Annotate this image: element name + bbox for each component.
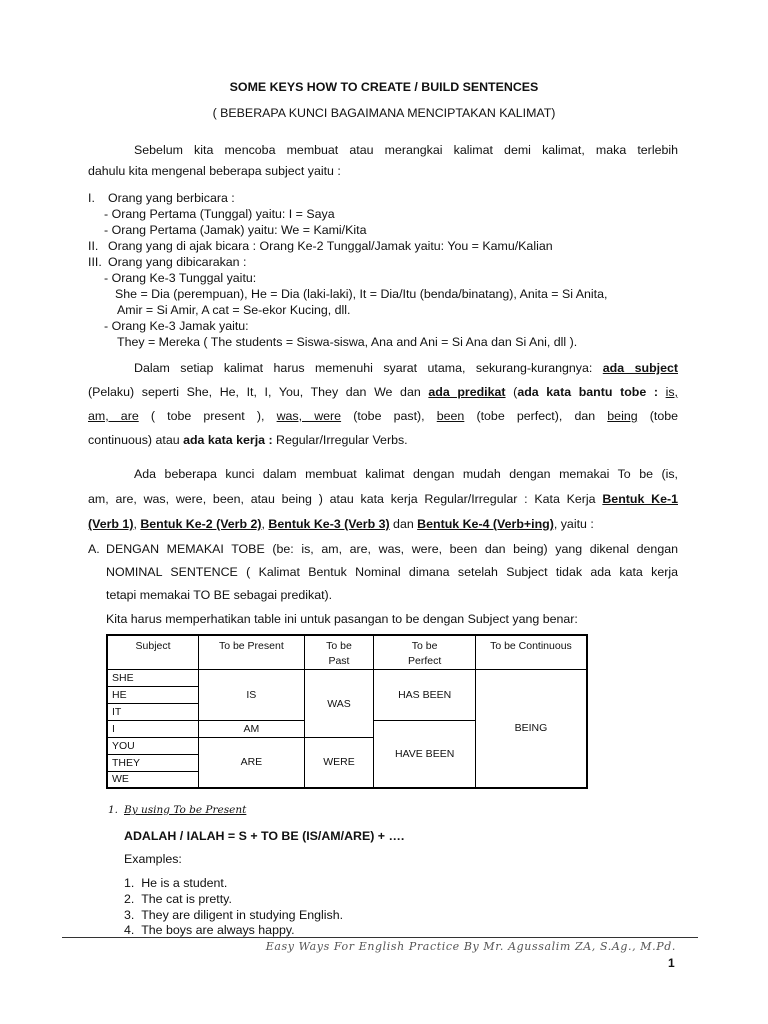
list-item-i: Orang yang berbicara :: [108, 191, 235, 205]
subject-cell: WE: [107, 772, 199, 788]
subject-cell: HE: [107, 687, 199, 704]
para2-line-2: (Pelaku) seperti She, He, It, I, You, They dan We dan ada predikat (ada kata bantu tobe : is,: [88, 385, 679, 399]
header-past: To be Past: [304, 635, 374, 670]
header-present: To be Present: [199, 635, 305, 670]
example-item: 1. He is a student.: [124, 876, 228, 890]
tobe-being: BEING: [475, 670, 587, 788]
tobe-table: [106, 634, 588, 789]
list-item-iii: Orang yang dibicarakan :: [108, 255, 247, 269]
tobe-am: AM: [199, 721, 305, 738]
highlight-subject: ada subject: [602, 361, 678, 375]
footer-divider: [62, 937, 698, 938]
point-1-label: 1.: [108, 804, 119, 816]
example-item: 4. The boys are always happy.: [124, 923, 295, 937]
header-continuous: To be Continuous: [475, 635, 587, 670]
list-subitem: - Orang Ke-3 Tunggal yaitu:: [104, 271, 257, 285]
page-number: 1: [668, 956, 675, 970]
section-a-line-1: DENGAN MEMAKAI TOBE (be: is, am, are, was, were, been dan being) yang dikenal dengan: [106, 542, 678, 556]
point-1-formula: ADALAH / IALAH = S + TO BE (IS/AM/ARE) + ….: [124, 829, 405, 843]
intro-line-2: dahulu kita mengenal beberapa subject yaitu :: [88, 164, 341, 178]
list-subitem: - Orang Pertama (Tunggal) yaitu: I = Saya: [104, 207, 335, 221]
point-1-title: By using To be Present: [124, 804, 247, 816]
section-a-label: A.: [88, 542, 100, 556]
subject-cell: SHE: [107, 670, 199, 687]
para3-line-3: (Verb 1), Bentuk Ke-2 (Verb 2), Bentuk Ke-3 (Verb 3) dan Bentuk Ke-4 (Verb+ing), yaitu :: [88, 517, 594, 531]
tobe-was: WAS: [304, 670, 374, 738]
subject-cell: THEY: [107, 755, 199, 772]
list-label-iii: III.: [88, 255, 102, 269]
list-subitem: - Orang Ke-3 Jamak yaitu:: [104, 319, 249, 333]
list-label-ii: II.: [88, 239, 99, 253]
page-subtitle: ( BEBERAPA KUNCI BAGAIMANA MENCIPTAKAN KALIMAT): [212, 106, 556, 120]
section-a-line-3: tetapi memakai TO BE sebagai predikat).: [106, 588, 333, 602]
section-a-line-4: Kita harus memperhatikan table ini untuk pasangan to be dengan Subject yang benar:: [106, 612, 578, 626]
para2-line-3: am, are ( tobe present ), was, were (tobe past), been (tobe perfect), dan being (tobe: [88, 409, 678, 423]
list-detail: Amir = Si Amir, A cat = Se-ekor Kucing, dll.: [117, 303, 351, 317]
para3-line-1: Ada beberapa kunci dalam membuat kalimat dengan mudah dengan memakai To be (is,: [134, 467, 678, 481]
tobe-were: WERE: [304, 738, 374, 788]
footer-text: Easy Ways For English Practice By Mr. Agussalim ZA, S.Ag., M.Pd.: [265, 940, 676, 953]
list-subitem: - Orang Pertama (Jamak) yaitu: We = Kami/Kita: [104, 223, 367, 237]
highlight-predicate: ada predikat: [428, 385, 506, 399]
subject-cell: YOU: [107, 738, 199, 755]
header-subject: Subject: [107, 635, 199, 670]
tobe-are: ARE: [199, 738, 305, 788]
examples-label: Examples:: [124, 852, 182, 866]
para2-line-1: Dalam setiap kalimat harus memenuhi syarat utama, sekurang-kurangnya: ada subject: [134, 361, 678, 375]
section-a-line-2: NOMINAL SENTENCE ( Kalimat Bentuk Nominal dimana setelah Subject tidak ada kata kerja: [106, 565, 678, 579]
intro-line-1: Sebelum kita mencoba membuat atau merangkai kalimat demi kalimat, maka terlebih: [134, 143, 678, 157]
tobe-has-been: HAS BEEN: [374, 670, 476, 721]
example-item: 2. The cat is pretty.: [124, 892, 232, 906]
example-item: 3. They are diligent in studying English.: [124, 908, 344, 922]
page-title: SOME KEYS HOW TO CREATE / BUILD SENTENCES: [229, 80, 539, 94]
list-label-i: I.: [88, 191, 95, 205]
subject-cell: IT: [107, 704, 199, 721]
header-perfect: To be Perfect: [374, 635, 476, 670]
tobe-have-been: HAVE BEEN: [374, 721, 476, 788]
list-detail: She = Dia (perempuan), He = Dia (laki-laki), It = Dia/Itu (benda/binatang), Anita = Si Anita,: [115, 287, 608, 301]
list-detail: They = Mereka ( The students = Siswa-siswa, Ana and Ani = Si Ana dan Si Ani, dll ).: [117, 335, 578, 349]
para2-line-4: continuous) atau ada kata kerja : Regular/Irregular Verbs.: [88, 433, 408, 447]
tobe-is: IS: [199, 670, 305, 721]
list-item-ii: Orang yang di ajak bicara : Orang Ke-2 Tunggal/Jamak yaitu: You = Kamu/Kalian: [108, 239, 553, 253]
para3-line-2: am, are, was, were, been, atau being ) atau kata kerja Regular/Irregular : Kata Kerja Bentuk Ke-1: [88, 492, 678, 506]
subject-cell: I: [107, 721, 199, 738]
